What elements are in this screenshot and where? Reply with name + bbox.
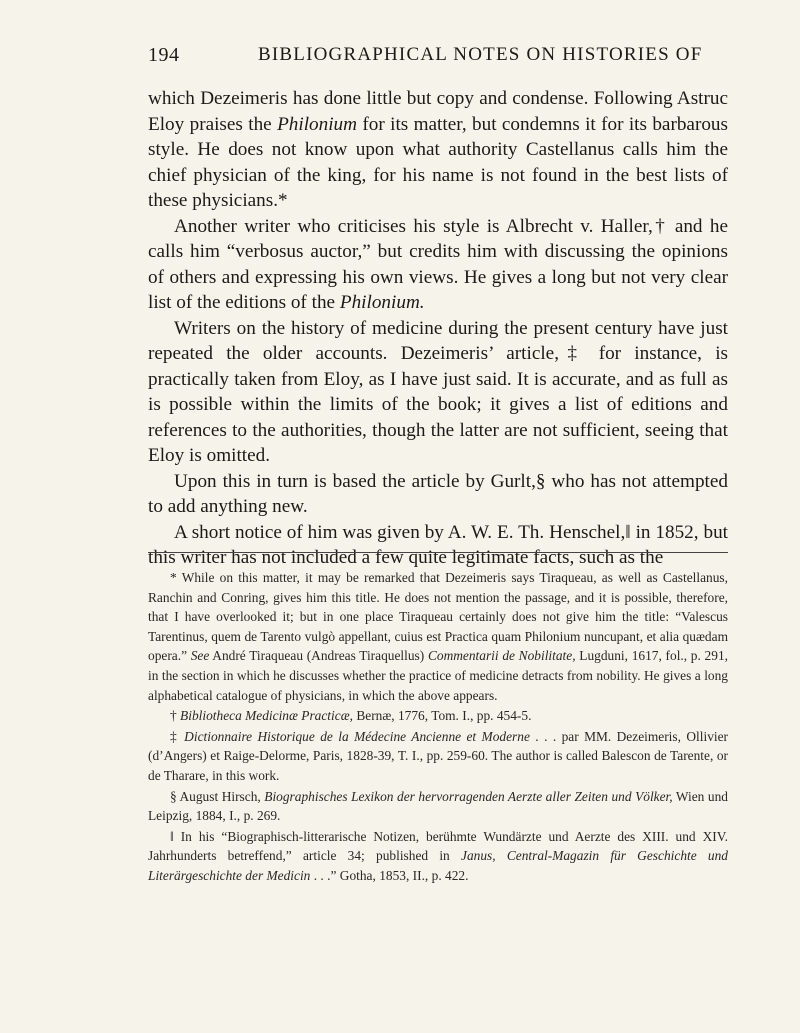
footnote-divider — [148, 552, 728, 553]
paragraph-3: Writers on the history of medicine during the present century have just repeated the older accounts. Dezeimeris’ article,‡ for instance, is practically taken from Eloy, as I have just said. It is accurate, and as full as is possible within the limits of the book; it gives a list of editions and references to the authorities, though the latter are not sufficient, seeing that Eloy is omitted. — [148, 317, 728, 466]
running-head: BIBLIOGRAPHICAL NOTES ON HISTORIES OF — [258, 44, 703, 65]
main-text — [148, 86, 728, 571]
footnote-3: ‡ Dictionnaire Historique de la Médecine Ancienne et Moderne . . . par MM. Dezeimeris, Ollivier (d’Angers) et Raige-Delorme, Paris, 1828-39, T. I., pp. 259-60. The author is called Balescon de Tarente, or de Tharare, in this work. — [148, 728, 729, 783]
page-number: 194 — [148, 44, 180, 66]
paragraph-2: Another writer who criticises his style is Albrecht v. Haller,† and he calls him “verbosus auctor,” but credits him with discussing the opinions of others and expressing his own views. He gives a long but not very clear list of the editions of the Philonium. — [148, 215, 728, 313]
footnote-5: ‖ In his “Biographisch-litterarische Notizen, berühmte Wundärzte und Aerzte des XIII. und XIV. Jahrhunderts betreffend,” article 34; published in Janus, Central-Magazin für Geschichte und Literärgeschichte der Medicin . . .” Gotha, 1853, II., p. 422. — [148, 828, 729, 883]
paragraph-4: Upon this in turn is based the article by Gurlt,§ who has not attempted to add anything new. — [148, 470, 728, 517]
paragraph-1: which Dezeimeris has done little but copy and condense. Following Astruc Eloy praises the Philonium for its matter, but condemns it for its barbarous style. He does not know upon what authority Castellanus calls him the chief physician of the king, for his name is not found in the best lists of these physicians.* — [148, 88, 728, 211]
footnotes — [148, 568, 728, 887]
footnote-4: § August Hirsch, Biographisches Lexikon der hervorragenden Aerzte aller Zeiten und Völker, Wien und Leipzig, 1884, I., p. 269. — [148, 788, 728, 824]
footnote-1: * While on this matter, it may be remarked that Dezeimeris says Tiraqueau, as well as Castellanus, Ranchin and Conring, gives him this title. He does not mention the passage, and it is possible, therefore, that I have overlooked it; but in one place Tiraqueau certainly does not give him the title: “Valescus Tarentinus, quem de Tarento vulgò appellant, cuius est Practica quam Philonium nuncupant, et alia quædam opera.” See André Tiraqueau (Andreas Tiraquellus) Commentarii de Nobilitate, Lugduni, 1617, fol., p. 291, in the section in which he discusses whether the practice of medicine detracts from nobility. He gives a long alphabetical catalogue of physicians, in which the above appears. — [148, 570, 728, 703]
footnote-2: † Bibliotheca Medicinæ Practicæ, Bernæ, 1776, Tom. I., pp. 454-5. — [170, 708, 532, 724]
page-header — [148, 44, 728, 72]
paragraph-5: A short notice of him was given by A. W. E. Th. Henschel,‖ in 1852, but this writer has not included a few quite legitimate facts, such as the — [148, 521, 728, 568]
